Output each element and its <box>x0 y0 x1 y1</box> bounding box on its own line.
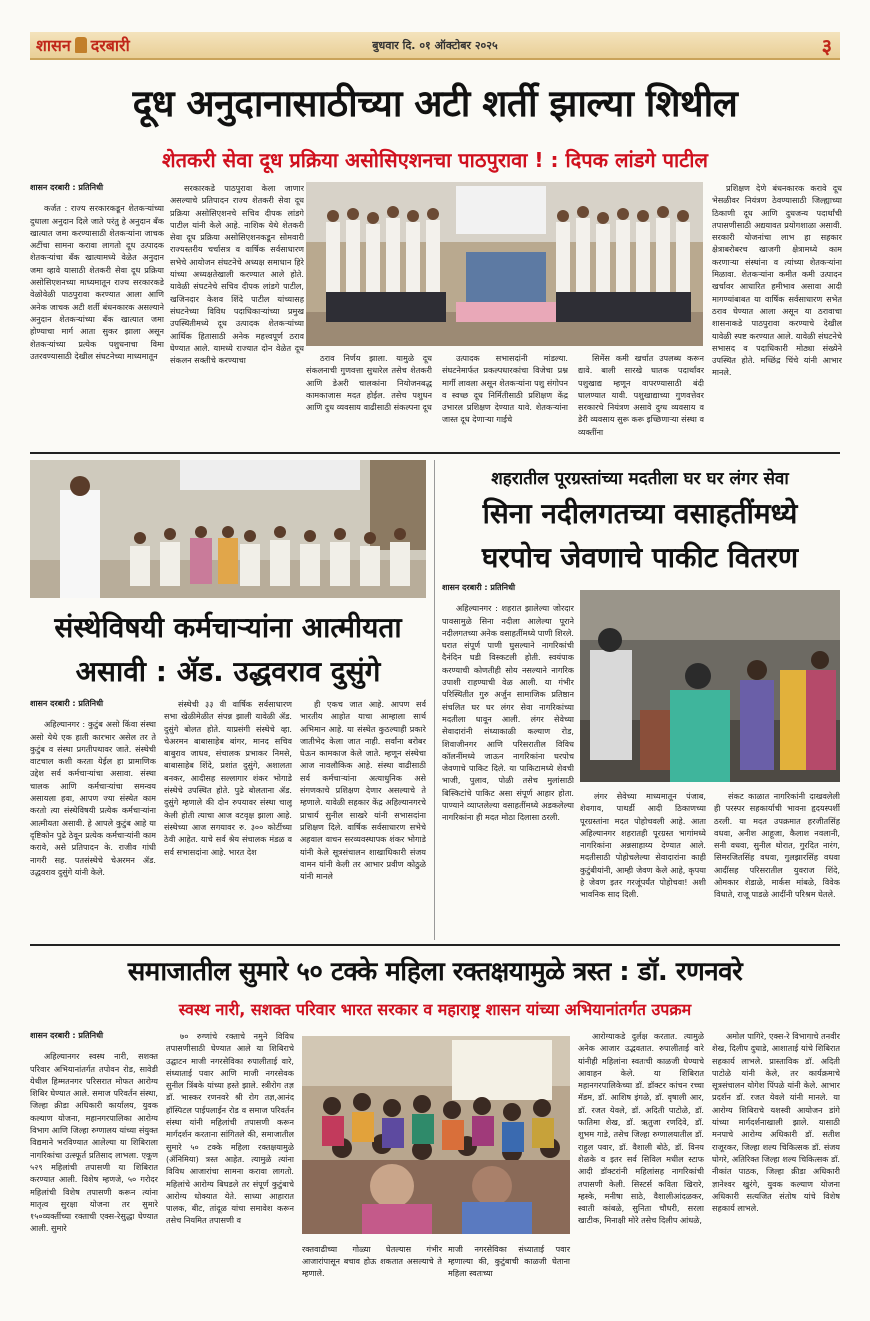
story2-col3-text: ही एकच जात आहे. आपण सर्व भारतीय आहोत याचा आम्हाला सार्थ अभिमान आहे. या संस्थेत कुठल्याही प्रकारे जातीभेद केला जात नाही. सर्वांना बरोबर घेऊन कामकाज केले जाते. म्हणून संस्थेचा आज नावलौकिक आहे. संस्था वाढीसाठी सर्व कर्मचाऱ्यांना अत्याधुनिक असे संगणकाचे प्रशिक्षण देणार असल्याचे ते म्हणाले. यावेळी सहकार केंद्र अहिल्यानगरचे प्राचार्य सुनील साखरे यांनी सभासदांना प्रशिक्षण दिले. वार्षिक सर्वसाधारण सभेचे अहवाल वाचन सरव्यवस्थापक शंकर भोगाडे यांनी केले सूत्रसंचालन शाखाधिकारी संजय वामन यांनी केली तर आभार प्रवीण कोठुळे यांनी मानले <box>300 699 426 882</box>
story4-headline: समाजातील सुमारे ५० टक्के महिला रक्तक्षयामुळे त्रस्त : डॉ. रणनवरे <box>127 957 743 987</box>
story1-col5 <box>578 352 704 444</box>
section-divider-1 <box>30 452 840 454</box>
story4-col4 <box>712 1030 840 1292</box>
story4-photo <box>302 1036 570 1234</box>
story1-col1 <box>30 182 164 444</box>
story2-headline-line2: असावी : ॲड. उद्धवराव दुसुंगे <box>75 655 381 688</box>
story2-col1 <box>30 698 156 938</box>
story1-photo <box>306 182 703 346</box>
story4-col3-text: आरोग्याकडे दुर्लक्ष करतात. त्यामुळे अनेक आजार उद्भवतात. रुपालीताई वारे यांनीही महिलांना स्वतःची काळजी घेण्याचे आवाहन केले. या शिबिरात महानगरपालिकेच्या डॉ. डॉक्टर कांचन रच्चा मॅडम, डॉ. आशिष इंगळे, डॉ. वृषाली आर, डॉ. रजत येवले, डॉ. अदिती पाटोळे, डॉ. फातिमा शेख, डॉ. ऋतुजा रणदिवे, डॉ. शुभम गाडे, तसेच जिल्हा रुग्णालयातील डॉ. राहुल पवार, डॉ. वैशाली बोठे, डॉ. विनय शेळके व इतर सर्व सिविल मधील स्टाफ आदी डॉक्टरांनी महिलांसह नागरिकांची तपासणी केली. सिस्टर्स कविता खिरारे, म्हस्के, मनीषा साठे, वैशालीआंदळकर, स्वाती कांबळे, सुनिता चौधरी, सरला खाटीक, मिनाक्षी मोरे तसेच दिलीप आंधळे, <box>578 1031 704 1226</box>
story4-col2-text: ७० रुग्णांचे रक्ताचे नमुने विविध तपासणीसाठी घेण्यात आले या शिबिराचे उद्घाटन माजी नगरसेविका रुपालीताई वारे, संध्याताई पवार आणि माजी नगरसेवक सुनील त्रिंबके यांच्या हस्ते झाले. स्त्रीरोग तज्ञ डॉ. भास्कर रणनवरे श्री रोग तज्ञ,आनंद हॉस्पिटल पाईपलाईन रोड व समाज परिवर्तन संस्था यांनी महिलांची तपासणी करून मार्गदर्शन करताना सांगितले की, समाजातील सुमारे ५० टक्के महिला रक्तक्षयामुळे (ॲनिमिया) त्रस्त आहेत. त्यामुळे त्यांना विविध आजारांचा सामना करावा लागतो. महिलांचे आरोग्य बिघडले तर संपूर्ण कुटुंबाचे आरोग्य धोक्यात येते. साध्या आहारात पालक, बीट, तांदूळ यांचा समावेश करून तसेच नियमित तपासणी व <box>166 1031 294 1226</box>
story4-col3 <box>578 1030 704 1292</box>
story1-col2-text: सरकारकडे पाठपुरावा केला जाणार असल्याचे प्रतिपादन राज्य शेतकरी सेवा दूध प्रक्रिया असोसिएशनचे सचिव दीपक लांडगे पाटील यांनी केले आहे. नाशिक येथे शेतकरी सेवा दूध प्रक्रिया असोसिएशनकडून सोमवारी राज्यस्तरीय चर्चासत्र व वार्षिक सर्वसाधारण सभेचे आयोजन संघटनेचे अध्यक्ष समाधान हिरे यांच्या अध्यक्षतेखाली करण्यात आले होते. यावेळी संघटनेचे सचिव दीपक लांडगे पाटील, खजिनदार केशव शिंदे पाटील यांच्यासह संघटनेच्या विविध पदाधिकाऱ्यांच्या प्रमुख उपस्थितीमध्ये दूध उत्पादक शेतकऱ्यांच्या आर्थिक हितासाठी अनेक महत्त्वपूर्ण ठराव घेण्यात आले. यामध्ये राज्यात दोन वेळेत दूध संकलन सक्तीचे करण्याचा <box>170 183 304 366</box>
masthead-left: शासन <box>36 36 71 55</box>
story1-subhead: शेतकरी सेवा दूध प्रक्रिया असोसिएशनचा पाठपुरावा ! : दिपक लांडगे पाटील <box>162 148 708 172</box>
story1-col6 <box>712 182 842 444</box>
story2-col1-text: अहिल्यानगर : कुटुंब असो किंवा संस्था असो येथे एक हाती कारभार असेल तर ते कुटुंब व संस्था प्रगतीपथावर जाते. संस्थेची वाटचाल कशी करता येईल हा प्रामाणिक उद्देश सर्व कर्मचाऱ्यांचा असावा. संस्था चालक आणि कर्मचाऱ्यांचा समन्वय असायला हवा, आपण ज्या संस्थेत काम करतो त्या संस्थेविषयी प्रत्येक कर्मचाऱ्यांना आत्मीयता असावी. हे आपले कुटुंब आहे या दृष्टिकोन पुढे ठेवून प्रत्येक कर्मचाऱ्यांनी काम करावे, असे प्रतिपादन के. राजीव गांधी नागरी सह. पतसंस्थेचे चेअरमन ॲड. उद्धवराव दुसुंगे यांनी केले. <box>30 719 156 877</box>
story2-photo <box>30 460 426 598</box>
story1-col2 <box>170 182 304 444</box>
story3-col3-text: संकट काळात नागरिकांनी दाखवलेली ही परस्पर सहकार्याची भावना हृदयस्पर्शी ठरली. या मदत उपक्रमात हरजीतसिंह वधवा, अनीश आहूजा, कैलाश नवलानी, सनी वधवा, सुनील थोरात, गुरदित नारंग, सिमरजितसिंह वधवा, गुलझारसिंह वधवा आदींसह परिसरातील युवराज शिंदे, ओमकार शेडाळे, मार्कस मांबळे, विवेक विधाते, राजू पाडळे आदींनी परिश्रम घेतले. <box>714 791 840 900</box>
story3-headline-line2: घरपोच जेवणाचे पाकीट वितरण <box>481 541 799 574</box>
masthead-bar <box>30 32 840 60</box>
story3-col2 <box>580 790 706 938</box>
story4-col1 <box>30 1030 158 1292</box>
story2-headline-line1: संस्थेविषयी कर्मचाऱ्यांना आत्मीयता <box>54 611 402 644</box>
story4-subhead: स्वस्थ नारी, सशक्त परिवार भारत सरकार व महाराष्ट्र शासन यांच्या अभियानांतर्गत उपक्रम <box>178 1000 692 1019</box>
story4-col4-text: अमोल पागिरे, एक्स-रे विभागाचे तनवीर शेख, दिलीप दुधाडे, आशाताई यांचे शिबिरात सहकार्य लाभले. प्रास्ताविक डॉ. अदिती पाटोळे यांनी केले, तर कार्यक्रमाचे सूत्रसंचालन योगेश पिंपळे यांनी केले. आभार प्रदर्शन डॉ. रजत येवले यांनी मानले. या आरोग्य शिबिराचे यशस्वी आयोजन डांगे यांच्या मार्गदर्शनाखाली झाले. यासाठी मनपाचे आरोग्य अधिकारी डॉ. सतीश राजूरकर, जिल्हा शल्य चिकित्सक डॉ. संजय घोगरे, अतिरिक्त जिल्हा शल्य चिकित्सक डॉ. नीकांत पाठक, जिल्हा क्रीडा अधिकारी ज्ञानेश्वर खुरंगे, युवक कल्याण योजना अधिकारी सत्यजित संतोष यांचे विशेष सहकार्य लाभले. <box>712 1031 840 1214</box>
story4-photo-caption: रक्तवाढीच्या गोळ्या घेतल्यास गंभीर आजारांपासून बचाव होऊ शकतात असल्याचे ते म्हणाले. <box>302 1245 442 1278</box>
story2-col3 <box>300 698 426 938</box>
story3-col1 <box>442 582 574 938</box>
story3-photo <box>580 590 840 782</box>
story1-col5-text: सिमेंस कमी खर्चात उपलब्ध करून द्यावे. बाली सारखे घातक पदार्थांवर पशुखाद्य म्हणून वापरण्यासाठी बंदी घालण्यात यावी. पशुखाद्याच्या गुणवत्तेवर सरकारचे नियंत्रण असावे दुग्ध व्यवसाय व डेरी व्यवसाय सुरू करू इच्छिणाऱ्या संस्था व व्यक्तींना <box>578 353 704 437</box>
story3-col1-text: अहिल्यानगर : शहरात झालेल्या जोरदार पावसामुळे सिना नदीला आलेल्या पूराने नदीलगतच्या अनेक वसाहतींमध्ये पाणी शिरले. घरात संपूर्ण पाणी घुसल्याने नागरिकांची दैनंदिन घडी विस्कटली होती. स्वयंपाक करण्याची कोणतीही सोय नसल्याने नागरिक उपाशी राहण्याची वेळ आली. या गंभीर परिस्थितीत गुरु अर्जुन सामाजिक प्रतिष्ठान संचलित घर घर लंगर सेवा नागरिकांच्या मदतीला धावून आली. लंगर सेवेच्या सेवादारांनी संध्याकाळी कल्याण रोड, शिवाजीनगर आणि परिसरातील विविध कॉलनींमध्ये जाऊन नागरिकांना घरपोच जेवणाचे पाकिट दिले. या पाकिटामध्ये शेवची भाजी, पुलाव, पोळी तसेच मुलांसाठी बिस्किटांचे पाकिट असा संपूर्ण आहार होता. पाण्याने व्याप्तलेल्या वसाहतींमध्ये अडकलेल्या नागरिकांना ही मदत मोठा दिलासा ठरली. <box>442 603 574 823</box>
story3-col3 <box>714 790 840 938</box>
story1-col3-text: ठराव निर्णय झाला. यामुळे दूध संकलनाची गुणवत्ता सुधारेल तसेच शेतकरी आणि डेअरी चालकांना नियोजनबद्ध कामकाजास मदत होईल. तसेच पशुधन आणि दुध व्यवसाय वाढीसाठी संकल्पना दूध <box>306 353 432 413</box>
story4-col3-tail: माजी नगरसेविका संध्याताई पवार म्हणाल्या की, कुटुंबाची काळजी घेताना महिला स्वतःच्या <box>448 1245 570 1278</box>
story1-col1-text: कर्जत : राज्य सरकारकडून शेतकऱ्यांच्या दुधाला अनुदान दिले जाते परंतु हे अनुदान बँक खात्यात जमा करण्यासाठी शेतकऱ्यांना जाचक अटींचा सामना करावा लागतो दूध उत्पादक शेतकऱ्यांचा बँक खात्यामध्ये वेळेत अनुदान जमा व्हावे यासाठी शेतकरी सेवा दूध प्रक्रिया असोसिएशनच्या माध्यमातून राज्य सरकारकडे वेळोवेळी पाठपुरावा करण्यात आला आणि अनेक जाचक अटी शर्ती बंधनकारक असल्याने अनुदान शेतकऱ्यांच्या बँक खात्यात जमा होण्याचा मार्ग आता सुकर झाला असून शेतकऱ्यांच्या प्रत्येक पशुधनाचा विमा उतरवण्यासाठी देखील संघटनेच्या माध्यमातून <box>30 203 164 361</box>
story2-col2 <box>164 698 292 938</box>
story4-col2 <box>166 1030 294 1292</box>
story4-byline: शासन दरबारी : प्रतिनिधी <box>30 1031 104 1040</box>
story1-byline: शासन दरबारी : प्रतिनिधी <box>30 183 104 192</box>
masthead-right: दरबारी <box>90 36 130 55</box>
story4-col1-text: अहिल्यानगर स्वस्थ नारी, सशक्त परिवार अभियानांतर्गत तपोवन रोड, सावेडी येथील हिम्मतनगर परिसरात मोफत आरोग्य शिबिर घेण्यात आले. समाज परिवर्तन संस्था, जिल्हा क्रीडा अधिकारी कार्यालय, युवक कल्याण योजना, महानगरपालिका आरोग्य विभाग आणि जिल्हा रुग्णालय यांच्या संयुक्त विद्यमाने भरविण्यात आलेल्या या शिबिराला नागरिकांचा उत्स्फूर्त प्रतिसाद लाभला. एकूण ५२९ महिलांची तपासणी या शिबिरात करण्यात आली. विशेष म्हणजे, ५० गरोदर महिलांची विशेष तपासणी करून त्यांना मातृत्व सुरक्षा योजना तर सुमारे १५०व्यक्तींच्या रक्ताची एक्स-रेसुद्धा घेण्यात आली. सुमारे <box>30 1051 158 1234</box>
dateline: बुधवार दि. ०१ ऑक्टोबर २०२५ <box>372 38 498 52</box>
story1-col4-text: उत्पादक सभासदांनी मांडल्या. संघटनेमार्फत प्रकल्पधारकांचा विजेचा प्रश्न मार्गी लावला असून शेतकऱ्यांना पशु संगोपन व स्वच्छ दूध निर्मितीसाठी प्रशिक्षण केंद्र उभारल प्रशिक्षण देण्यात यावे. शेतकऱ्यांना जास्त दूध देणाऱ्या गाईचे <box>442 353 568 425</box>
story1-col4 <box>442 352 568 444</box>
story1-col6-text: प्रशिक्षण देणे बंधनकारक करावे दूध भेसळीवर नियंत्रण ठेवण्यासाठी जिल्ह्याच्या ठिकाणी दूध आणि दुधजन्य पदार्थांची तपासणीसाठी अद्ययावत प्रयोगशाळा असावी. सरकारी योजनांचा लाभ हा सहकार क्षेत्राबरोबरच खाजगी क्षेत्रामध्ये काम करणाऱ्या संस्थांना व त्यांच्या शेतकऱ्यांना मिळावा. शेतकऱ्यांना कमीत कमी उत्पादन खर्चावर आधारित हमीभाव असावा आदी मागण्यांबाबत या वार्षिक सर्वसाधारण सभेत ठराव घेण्यात आला असून या ठरावाचा शासनाकडे पाठपुरावा करण्याचे देखील यावेळी स्पष्ट करण्यात आले. यावेळी संघटनेचे सभासद व पदाधिकारी मोठ्या संख्येने उपस्थित होते. मच्छिंद्र चिंचे यांनी आभार मानले. <box>712 183 842 378</box>
story3-kicker: शहरातील पूरग्रस्तांच्या मदतीला घर घर लंगर सेवा <box>491 469 789 489</box>
story2-col2-text: संस्थेची ३३ वी वार्षिक सर्वसाधारण सभा खेळीमेळीत संपन्न झाली यावेळी ॲड. दुसुंगे बोलत होते. याप्रसंगी संस्थेचे व्हा. चेअरमन बाबासाहेब बांगर, मानद सचिव बाबुराव जाधव, संचालक प्रभाकर निमसे, बाबासाहेब शिंदे, प्रशांत दुसुंगे, अशालता बनकर, आदीसह सल्लागार शंकर भोगाडे संस्थेचे उपस्थित होते. पुढे बोलताना ॲड. दुसुंगे म्हणाले की दोन रुपयावर संस्था चालू केली होती त्याचा आज वटवृक्ष झाला आहे. संस्थेच्या आज सगयावर रु. ३०० कोटींच्या ठेवी आहेत. याचे सर्व श्रेय संचालक मंडळ व सर्व सभासदांना आहे. भारत देश <box>164 699 292 857</box>
story3-col2-text: लंगर सेवेच्या माध्यमातून पंजाब, शेवगाव, पाथर्डी आदी ठिकाणच्या पूरग्रस्तांना मदत पोहोचवली आहे. आता अहिल्यानगर शहरातही पूरग्रस्त भागांमध्ये नागरिकांना अन्नसाहाय्य देण्यात आले. मदतीसाठी पोहोचलेल्या सेवादारांना काही कुटुंबीयांनी, आम्ही जेवण केले आहे, कृपया हे जेवण इतर गरजूंपर्यंत पोहोचवा! अशी भावनिक साद दिली. <box>580 791 706 900</box>
story1-headline: दूध अनुदानासाठीच्या अटी शर्ती झाल्या शिथील <box>132 82 738 125</box>
story1-col3 <box>306 352 432 444</box>
vertical-divider <box>434 460 435 940</box>
section-divider-2 <box>30 944 840 946</box>
story2-byline: शासन दरबारी : प्रतिनिधी <box>30 699 104 708</box>
story3-headline-line1: सिना नदीलगतच्या वसाहतींमध्ये <box>482 497 798 530</box>
page-number: ३ <box>821 34 832 58</box>
story3-byline: शासन दरबारी : प्रतिनिधी <box>442 583 516 592</box>
